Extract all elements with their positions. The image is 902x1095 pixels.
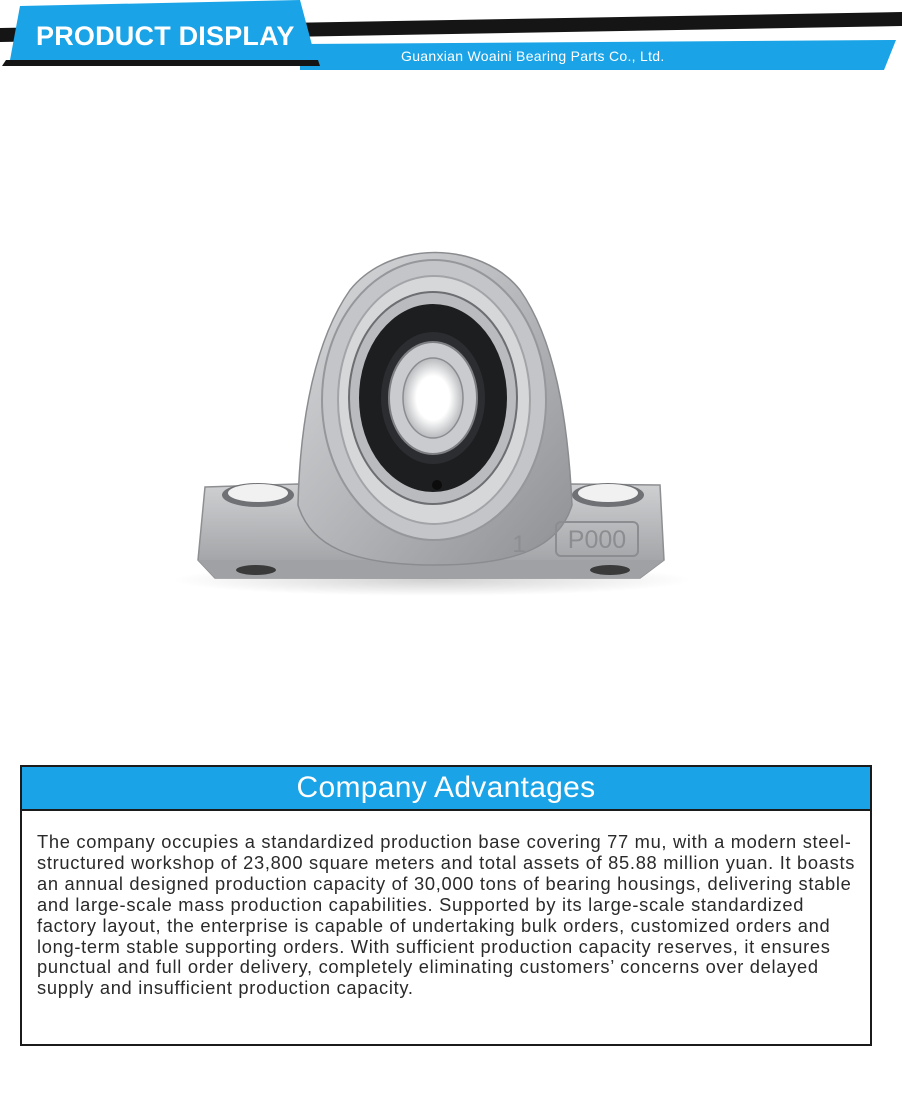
company-advantages-text: The company occupies a standardized production base covering 77 mu, with a modern steel-structured workshop of 23,800 square meters and total assets of 85.88 million yuan. It boasts an annual designed production capacity of 30,000 tons of bearing housings, delivering stable and large-scale mass production capabilities. Supported by its large-scale standardized factory layout, the enterprise is capable of undertaking bulk orders, customized orders and long-term stable supporting orders. With sufficient production capacity reserves, it ensures punctual and full order delivery, completely eliminating customers’ concerns over delayed supply and insufficient production capacity.	[37, 831, 856, 999]
company-advantages-heading: Company Advantages	[22, 767, 870, 811]
company-advantages-panel	[20, 765, 872, 1046]
housing-marking: P000	[567, 526, 627, 554]
banner-title: PRODUCT DISPLAY	[36, 21, 295, 51]
pillow-block-bearing-illustration	[0, 120, 902, 720]
company-name: Guanxian Woaini Bearing Parts Co., Ltd.	[401, 48, 665, 64]
header-banner	[0, 0, 902, 80]
product-image	[0, 120, 902, 720]
housing-number: 1	[512, 531, 526, 558]
